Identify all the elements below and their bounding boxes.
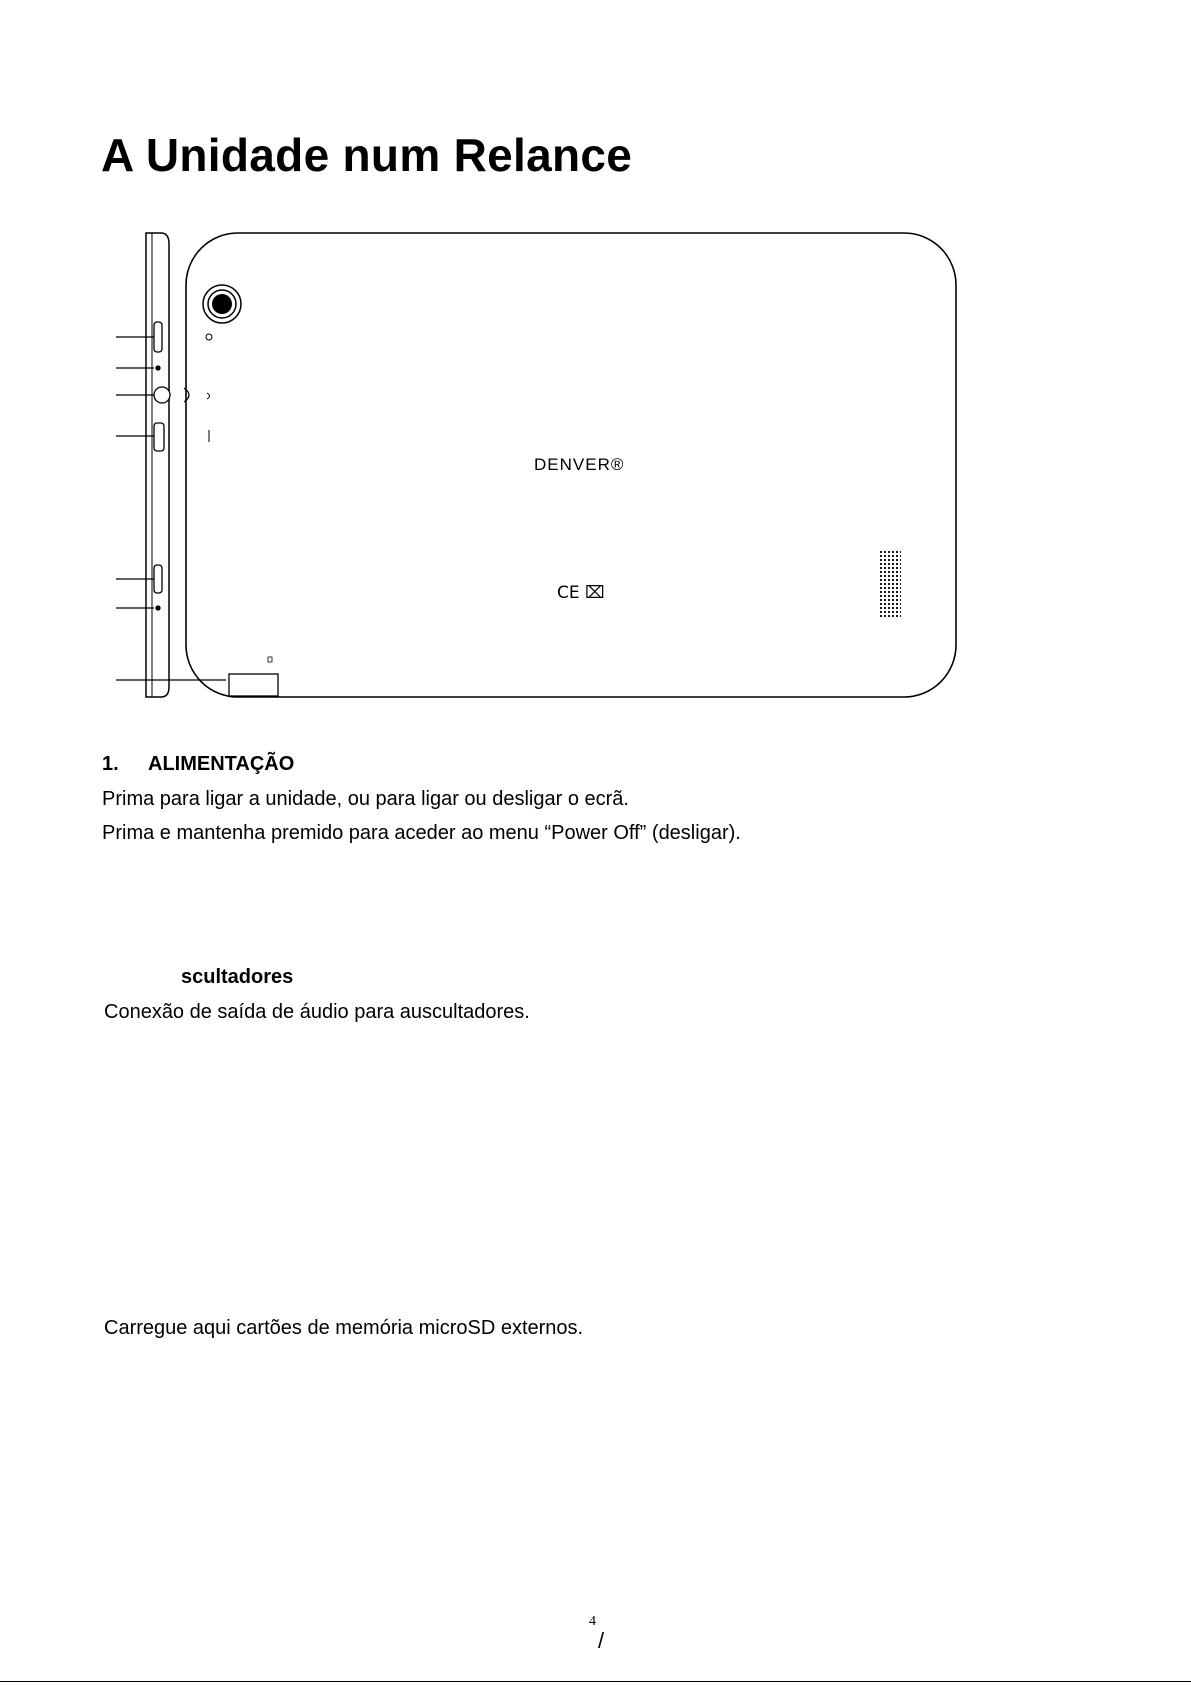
headphones-description: Conexão de saída de áudio para auscultadores. [104, 1001, 530, 1023]
power-button-profile [154, 322, 162, 352]
section-heading-power: ALIMENTAÇÃO [148, 753, 295, 775]
brand-logo: DENVER® [534, 455, 625, 474]
microsd-description: Carregue aqui cartões de memória microSD externos. [104, 1317, 584, 1339]
ce-weee-marks: CE ⌧ [557, 583, 605, 603]
page-title: A Unidade num Relance [101, 129, 633, 181]
usb-port-profile [154, 423, 164, 451]
headphone-symbol-icon [207, 393, 210, 399]
callout-lines [116, 337, 226, 680]
power-symbol-icon [206, 334, 212, 340]
speaker-grille-icon [879, 550, 901, 617]
headphone-jack-profile [154, 387, 170, 403]
tablet-side-view [146, 233, 169, 697]
microsd-slot-icon [229, 657, 278, 696]
tablet-diagram [0, 0, 1191, 720]
section-number-power: 1. [102, 753, 119, 775]
page-number-separator: / [598, 1628, 605, 1653]
mic-hole-top [156, 366, 160, 370]
side-controls [154, 322, 189, 610]
footer-divider [0, 1681, 1191, 1682]
volume-button-profile [154, 565, 162, 593]
power-description-line-1: Prima para ligar a unidade, ou para ligar ou desligar o ecrã. [102, 788, 629, 810]
page-number: 4 [589, 1614, 596, 1629]
mic-hole-bottom [156, 606, 160, 610]
camera-icon [203, 285, 241, 323]
section-heading-headphones: scultadores [181, 966, 294, 988]
side-symbol-icons [206, 334, 212, 442]
power-description-line-2: Prima e mantenha premido para aceder ao menu “Power Off” (desligar). [102, 822, 741, 844]
